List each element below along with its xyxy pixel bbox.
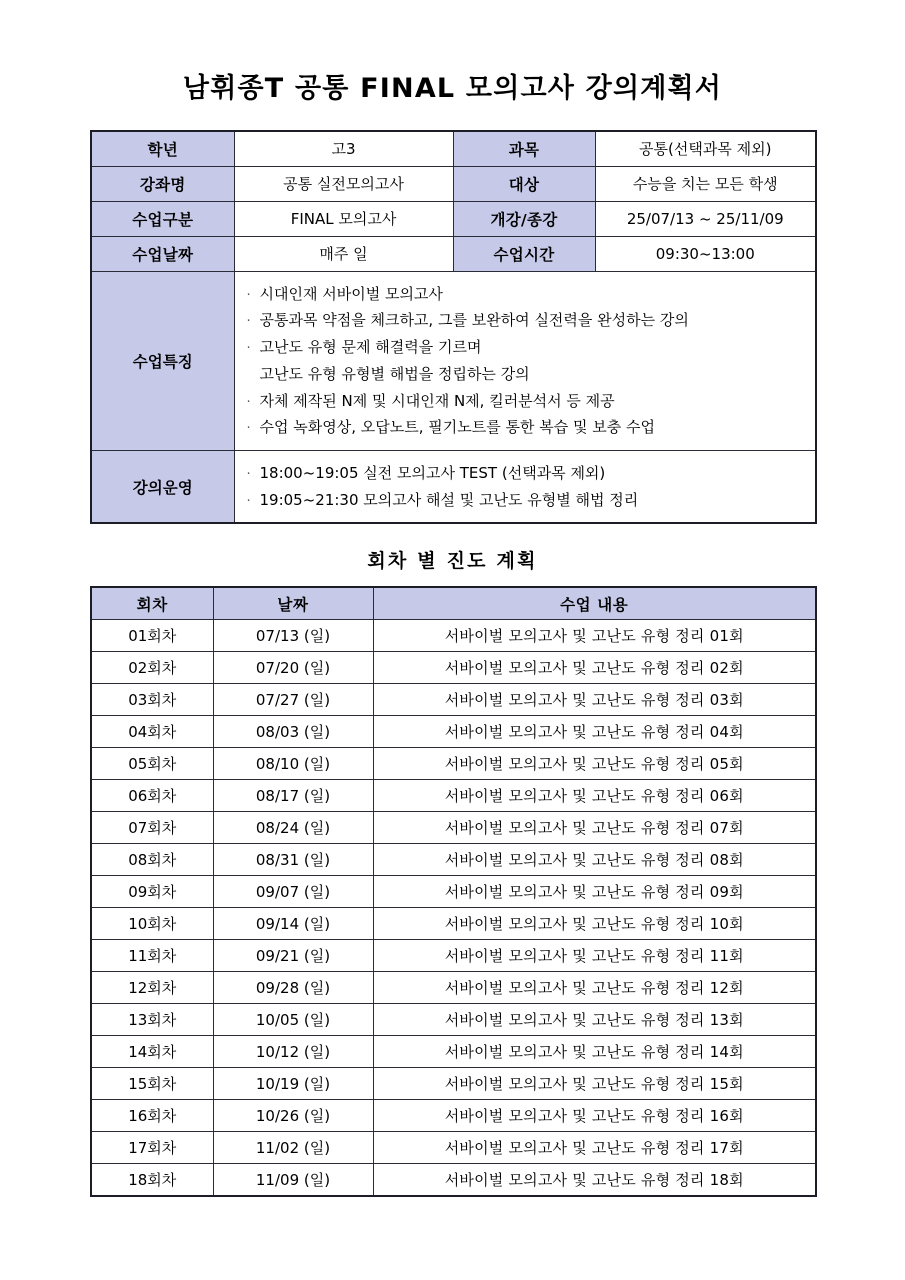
bullet-dot-icon xyxy=(247,364,260,387)
info-label-subject: 과목 xyxy=(453,131,595,167)
info-label-course-name: 강좌명 xyxy=(91,166,234,201)
bullet-dot-icon: · xyxy=(246,466,251,482)
table-row xyxy=(91,1068,816,1100)
cell-session: 16회차 xyxy=(91,1100,213,1132)
table-row-features xyxy=(91,271,816,450)
column-header-session: 회차 xyxy=(91,587,213,620)
table-row xyxy=(91,236,816,271)
info-label-class-type: 수업구분 xyxy=(91,201,234,236)
cell-session: 02회차 xyxy=(91,652,213,684)
info-value-class-type: FINAL 모의고사 xyxy=(234,201,453,236)
schedule-table-head xyxy=(91,587,816,620)
cell-date: 10/19 (일) xyxy=(213,1068,373,1100)
list-item xyxy=(247,460,816,487)
cell-date: 07/20 (일) xyxy=(213,652,373,684)
cell-date: 08/17 (일) xyxy=(213,780,373,812)
cell-date: 08/10 (일) xyxy=(213,748,373,780)
course-info-table xyxy=(90,130,817,525)
cell-content: 서바이벌 모의고사 및 고난도 유형 정리 15회 xyxy=(373,1068,816,1100)
cell-content: 서바이벌 모의고사 및 고난도 유형 정리 17회 xyxy=(373,1132,816,1164)
info-value-term: 25/07/13 ~ 25/11/09 xyxy=(595,201,816,236)
list-item xyxy=(247,307,816,334)
list-item xyxy=(247,487,816,514)
info-value-grade: 고3 xyxy=(234,131,453,167)
cell-content: 서바이벌 모의고사 및 고난도 유형 정리 13회 xyxy=(373,1004,816,1036)
cell-date: 09/21 (일) xyxy=(213,940,373,972)
cell-session: 05회차 xyxy=(91,748,213,780)
bullet-dot-icon: · xyxy=(246,493,251,509)
cell-content: 서바이벌 모의고사 및 고난도 유형 정리 06회 xyxy=(373,780,816,812)
cell-session: 04회차 xyxy=(91,716,213,748)
table-row xyxy=(91,1100,816,1132)
bullet-dot-icon: · xyxy=(246,394,251,410)
cell-date: 08/24 (일) xyxy=(213,812,373,844)
table-row xyxy=(91,908,816,940)
table-row xyxy=(91,166,816,201)
cell-content: 서바이벌 모의고사 및 고난도 유형 정리 09회 xyxy=(373,876,816,908)
cell-session: 01회차 xyxy=(91,620,213,652)
info-label-class-time: 수업시간 xyxy=(453,236,595,271)
cell-date: 09/14 (일) xyxy=(213,908,373,940)
cell-session: 06회차 xyxy=(91,780,213,812)
info-value-class-day: 매주 일 xyxy=(234,236,453,271)
cell-session: 18회차 xyxy=(91,1164,213,1197)
column-header-content: 수업 내용 xyxy=(373,587,816,620)
table-row xyxy=(91,876,816,908)
table-row xyxy=(91,940,816,972)
list-item-label: 수업 녹화영상, 오답노트, 필기노트를 통한 복습 및 보충 수업 xyxy=(259,418,655,437)
info-value-subject: 공통(선택과목 제외) xyxy=(595,131,816,167)
schedule-section-title: 회차 별 진도 계획 xyxy=(367,550,538,573)
info-label-target: 대상 xyxy=(453,166,595,201)
list-item-label: 고난도 유형 유형별 해법을 정립하는 강의 xyxy=(259,364,530,383)
cell-content: 서바이벌 모의고사 및 고난도 유형 정리 05회 xyxy=(373,748,816,780)
table-row xyxy=(91,201,816,236)
table-row xyxy=(91,684,816,716)
info-label-grade: 학년 xyxy=(91,131,234,167)
table-row xyxy=(91,780,816,812)
cell-date: 11/02 (일) xyxy=(213,1132,373,1164)
cell-content: 서바이벌 모의고사 및 고난도 유형 정리 16회 xyxy=(373,1100,816,1132)
cell-session: 15회차 xyxy=(91,1068,213,1100)
course-info-body xyxy=(91,131,816,524)
schedule-table xyxy=(90,586,817,1197)
info-value-target: 수능을 치는 모든 학생 xyxy=(595,166,816,201)
table-row xyxy=(91,844,816,876)
info-label-class-day: 수업날짜 xyxy=(91,236,234,271)
cell-content: 서바이벌 모의고사 및 고난도 유형 정리 11회 xyxy=(373,940,816,972)
table-row xyxy=(91,1004,816,1036)
table-row xyxy=(91,652,816,684)
cell-content: 서바이벌 모의고사 및 고난도 유형 정리 10회 xyxy=(373,908,816,940)
cell-content: 서바이벌 모의고사 및 고난도 유형 정리 18회 xyxy=(373,1164,816,1197)
cell-date: 10/26 (일) xyxy=(213,1100,373,1132)
cell-session: 12회차 xyxy=(91,972,213,1004)
list-item xyxy=(247,334,816,361)
cell-session: 14회차 xyxy=(91,1036,213,1068)
table-row xyxy=(91,131,816,167)
cell-content: 서바이벌 모의고사 및 고난도 유형 정리 01회 xyxy=(373,620,816,652)
cell-date: 09/07 (일) xyxy=(213,876,373,908)
list-item-label: 시대인재 서바이벌 모의고사 xyxy=(259,284,443,303)
table-row xyxy=(91,1132,816,1164)
cell-session: 10회차 xyxy=(91,908,213,940)
list-item xyxy=(247,281,816,308)
cell-date: 11/09 (일) xyxy=(213,1164,373,1197)
list-item xyxy=(247,361,816,388)
info-label-term: 개강/종강 xyxy=(453,201,595,236)
info-value-course-name: 공통 실전모의고사 xyxy=(234,166,453,201)
schedule-table-body xyxy=(91,620,816,1197)
bullet-dot-icon: · xyxy=(246,287,251,303)
table-row xyxy=(91,812,816,844)
cell-session: 13회차 xyxy=(91,1004,213,1036)
cell-content: 서바이벌 모의고사 및 고난도 유형 정리 14회 xyxy=(373,1036,816,1068)
cell-date: 08/31 (일) xyxy=(213,844,373,876)
cell-date: 09/28 (일) xyxy=(213,972,373,1004)
table-row xyxy=(91,972,816,1004)
cell-date: 07/27 (일) xyxy=(213,684,373,716)
cell-session: 11회차 xyxy=(91,940,213,972)
bullet-dot-icon: · xyxy=(246,314,251,330)
list-item-label: 19:05~21:30 모의고사 해설 및 고난도 유형별 해법 정리 xyxy=(259,490,639,509)
cell-content: 서바이벌 모의고사 및 고난도 유형 정리 04회 xyxy=(373,716,816,748)
cell-session: 17회차 xyxy=(91,1132,213,1164)
table-row xyxy=(91,1164,816,1197)
cell-content: 서바이벌 모의고사 및 고난도 유형 정리 03회 xyxy=(373,684,816,716)
bullet-dot-icon: · xyxy=(246,341,251,357)
operation-label: 강의운영 xyxy=(91,450,234,523)
cell-content: 서바이벌 모의고사 및 고난도 유형 정리 08회 xyxy=(373,844,816,876)
list-item xyxy=(247,388,816,415)
cell-session: 03회차 xyxy=(91,684,213,716)
cell-session: 09회차 xyxy=(91,876,213,908)
cell-content: 서바이벌 모의고사 및 고난도 유형 정리 02회 xyxy=(373,652,816,684)
cell-session: 08회차 xyxy=(91,844,213,876)
column-header-date: 날짜 xyxy=(213,587,373,620)
list-item-label: 공통과목 약점을 체크하고, 그를 보완하여 실전력을 완성하는 강의 xyxy=(259,311,689,330)
bullet-dot-icon: · xyxy=(246,421,251,437)
table-row xyxy=(91,1036,816,1068)
operation-list xyxy=(234,450,816,523)
cell-date: 08/03 (일) xyxy=(213,716,373,748)
list-item-label: 자체 제작된 N제 및 시대인재 N제, 킬러분석서 등 제공 xyxy=(259,391,615,410)
info-value-class-time: 09:30~13:00 xyxy=(595,236,816,271)
table-row xyxy=(91,620,816,652)
page-title: 남휘종T 공통 FINAL 모의고사 강의계획서 xyxy=(182,73,723,104)
features-label: 수업특징 xyxy=(91,271,234,450)
list-item-label: 18:00~19:05 실전 모의고사 TEST (선택과목 제외) xyxy=(259,463,606,482)
cell-content: 서바이벌 모의고사 및 고난도 유형 정리 12회 xyxy=(373,972,816,1004)
features-list xyxy=(234,271,816,450)
list-item-label: 고난도 유형 문제 해결력을 기르며 xyxy=(259,338,482,357)
cell-date: 10/12 (일) xyxy=(213,1036,373,1068)
table-row-operation xyxy=(91,450,816,523)
table-row xyxy=(91,748,816,780)
table-row xyxy=(91,716,816,748)
table-header-row xyxy=(91,587,816,620)
cell-date: 10/05 (일) xyxy=(213,1004,373,1036)
cell-session: 07회차 xyxy=(91,812,213,844)
cell-content: 서바이벌 모의고사 및 고난도 유형 정리 07회 xyxy=(373,812,816,844)
list-item xyxy=(247,414,816,441)
cell-date: 07/13 (일) xyxy=(213,620,373,652)
